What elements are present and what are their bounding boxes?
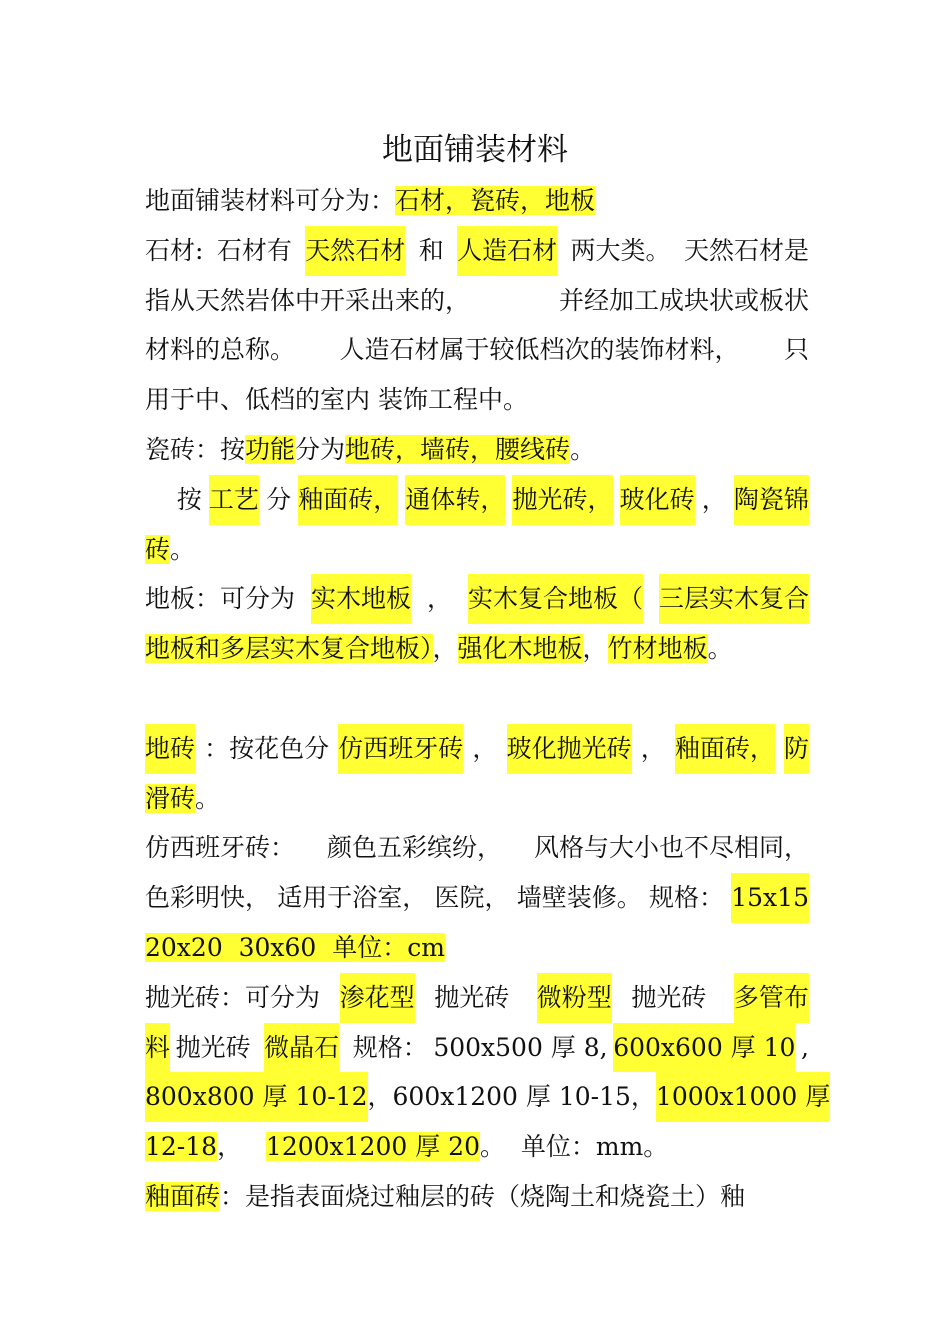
text-segment: 瓷砖：按 — [145, 434, 246, 464]
text-segment: 风格与大小也不尽相同， — [533, 833, 809, 863]
highlighted-text: 15x15 — [731, 873, 809, 923]
highlighted-text: 渗花型 — [340, 973, 415, 1023]
highlighted-text: 釉面砖， — [298, 475, 398, 525]
highlighted-text: 防 — [784, 724, 809, 774]
text-line — [145, 774, 809, 824]
text-segment: ， — [472, 733, 498, 763]
text-line — [145, 873, 809, 923]
highlighted-text: 料 — [145, 1023, 170, 1073]
highlighted-text: 玻化抛光砖 — [507, 724, 632, 774]
text-line — [145, 923, 809, 973]
text-segment: 规格： — [344, 1032, 428, 1062]
text-segment: ：是指表面烧过釉层的砖（烧陶土和烧瓷土）釉 — [220, 1181, 746, 1211]
text-segment: 。 — [707, 634, 733, 664]
text-segment: 和 — [418, 235, 444, 265]
highlighted-text: 地板和多层实木复合地板） — [145, 634, 433, 664]
highlighted-text: 通体转， — [405, 475, 505, 525]
text-line — [145, 1122, 809, 1172]
text-segment: 分为 — [295, 434, 346, 464]
text-line — [145, 325, 809, 375]
highlighted-text: 强化木地板 — [457, 634, 583, 664]
text-line — [145, 973, 809, 1023]
text-segment: 。 — [195, 783, 221, 813]
text-segment: 抛光砖：可分为 — [145, 982, 321, 1012]
highlighted-text: 玻化砖 — [620, 475, 695, 525]
text-line — [145, 624, 809, 674]
highlighted-text: 地砖 — [145, 724, 195, 774]
text-line — [145, 1023, 809, 1073]
text-segment: 只 — [783, 335, 809, 365]
text-line — [145, 425, 809, 475]
text-segment: 抛光砖 — [631, 982, 715, 1012]
text-segment: 规格： — [649, 883, 725, 913]
text-line — [145, 1072, 831, 1122]
text-segment: 600x1200 厚 10-15， — [392, 1082, 656, 1112]
text-line — [145, 574, 809, 624]
text-line — [145, 525, 809, 575]
text-segment: 。 — [570, 434, 596, 464]
text-segment: ， — [426, 584, 452, 614]
text-segment: 并经加工成块状或板状 — [558, 285, 809, 315]
text-segment: 抛光砖 — [175, 1032, 259, 1062]
highlighted-text: 600x600 厚 10 — [613, 1023, 795, 1073]
text-segment: ， — [701, 484, 727, 514]
highlighted-text: 实木地板 — [311, 574, 411, 624]
text-line — [145, 226, 809, 276]
highlighted-text: 三层实木复合 — [659, 574, 809, 624]
highlighted-text: 仿西班牙砖 — [338, 724, 463, 774]
highlighted-text: 滑砖 — [145, 783, 196, 813]
text-segment: 地面铺装材料可分为： — [145, 186, 396, 215]
highlighted-text: 20x20 30x60 单位：cm — [145, 932, 445, 962]
highlighted-text: 竹材地板 — [607, 634, 708, 664]
highlighted-text: 1000x1000 厚 — [656, 1072, 830, 1122]
text-line — [145, 276, 809, 326]
text-segment: ， — [582, 634, 608, 664]
highlighted-text: 抛光砖， — [512, 475, 612, 525]
document-title: 地面铺装材料 — [382, 132, 568, 168]
text-segment: 适用于浴室， — [277, 883, 428, 913]
highlighted-text: 人造石材 — [457, 226, 557, 276]
highlighted-text: 陶瓷锦 — [734, 475, 809, 525]
text-segment: 500x500 厚 8, — [433, 1032, 608, 1062]
highlighted-text: 砖 — [145, 534, 171, 564]
highlighted-text: 800x800 厚 10-12 — [145, 1072, 368, 1122]
text-segment: 材料的总称。 — [145, 335, 296, 365]
document-body — [145, 176, 831, 1222]
highlighted-text: 石材，瓷砖，地板 — [395, 186, 596, 215]
text-line — [145, 724, 809, 774]
highlighted-text: 1200x1200 厚 20 — [265, 1132, 480, 1162]
highlighted-text: 微晶石 — [264, 1023, 339, 1073]
text-line — [145, 1172, 809, 1222]
text-segment: 医院， — [434, 883, 510, 913]
text-segment: 人造石材属于较低档次的装饰材料， — [339, 335, 740, 365]
highlighted-text: 釉面砖 — [145, 1181, 221, 1211]
text-segment: 仿西班牙砖： — [145, 833, 296, 863]
text-segment: 石材有 — [216, 235, 292, 265]
text-segment: 两大类。 — [570, 235, 671, 265]
text-segment: 墙壁装修。 — [516, 883, 642, 913]
text-segment: 。 单位：mm。 — [479, 1132, 669, 1162]
text-line — [145, 823, 809, 873]
text-segment: ：按花色分 — [204, 733, 330, 763]
text-segment: , — [801, 1032, 809, 1062]
text-segment: 分 — [266, 484, 292, 514]
highlighted-text: 12-18 — [145, 1132, 218, 1162]
highlighted-text: 天然石材 — [305, 226, 405, 276]
highlighted-text: 地砖，墙砖，腰线砖 — [345, 434, 571, 464]
text-segment: 抛光砖 — [434, 982, 518, 1012]
blank-line — [145, 674, 809, 724]
text-segment: 。 — [170, 534, 196, 564]
text-segment: 颜色五彩缤纷， — [326, 833, 502, 863]
text-segment: 石材: — [145, 235, 204, 265]
text-segment: 按 — [145, 484, 202, 514]
highlighted-text: 实木复合地板（ — [468, 574, 643, 624]
highlighted-text: 釉面砖， — [675, 724, 775, 774]
text-segment: 色彩明快， — [145, 883, 271, 913]
text-segment: 地板：可分为 — [145, 584, 296, 614]
highlighted-text: 微粉型 — [537, 973, 612, 1023]
text-segment: ， — [367, 1082, 393, 1112]
text-line — [145, 176, 809, 226]
text-segment: ， — [640, 733, 666, 763]
text-line — [145, 475, 809, 525]
text-segment: 用于中、低档的室内 装饰工程中。 — [145, 385, 528, 415]
highlighted-text: 多管布 — [734, 973, 809, 1023]
text-segment: ， — [217, 1132, 266, 1162]
text-segment: ， — [432, 634, 458, 664]
text-segment: 指从天然岩体中开采出来的， — [145, 285, 471, 315]
highlighted-text: 工艺 — [209, 475, 259, 525]
text-line — [145, 375, 809, 425]
highlighted-text: 功能 — [245, 434, 296, 464]
text-segment: 天然石材是 — [683, 235, 809, 265]
